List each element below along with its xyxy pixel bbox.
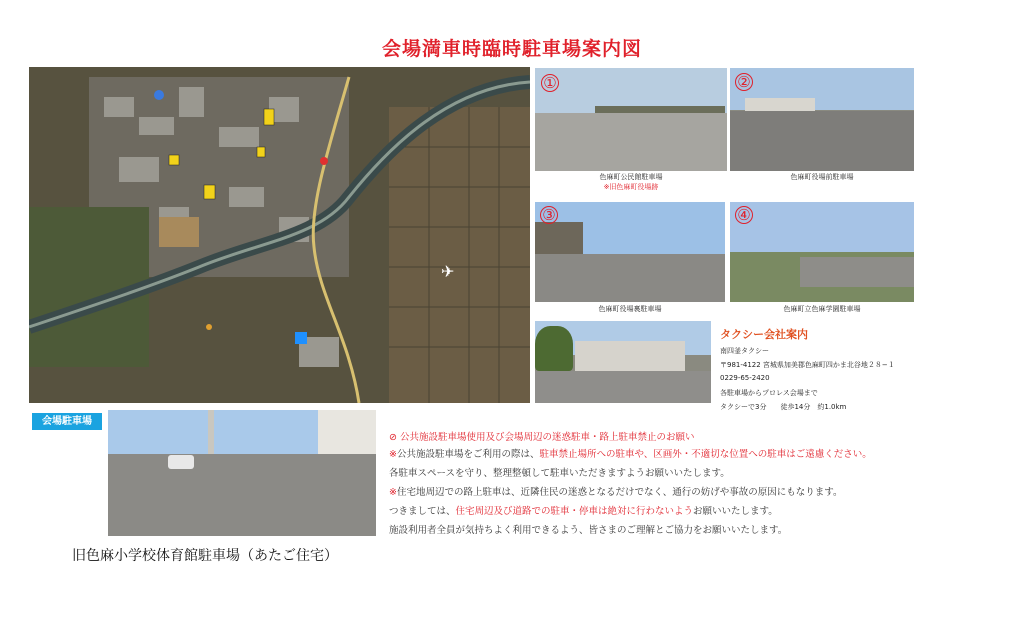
notice-line-5: 施設利用者全員が気持ちよく利用できるよう、皆さまのご理解とご協力をお願いいたします。 [389,525,788,536]
notice-mark: ※ [389,487,397,498]
notice-line-4b: 住宅周辺及び道路での駐車・停車は絶対に行わないよう [455,506,694,517]
notice-line-2: 各駐車スペースを守り、整理整頓して駐車いただきますようお願いいたします。 [389,468,730,479]
page-title: 会場満車時臨時駐車場案内図 [381,38,642,60]
photo-caption-2: 色麻町役場前駐車場 [790,173,854,181]
venue-parking-badge: 会場駐車場 [32,413,102,430]
notice-headline [389,429,695,443]
photo-note-1: ※旧色麻町役場跡 [603,183,659,191]
venue-parking-photo [108,410,376,536]
taxi-address: 〒981-4122 宮城県加美郡色麻町四かま北谷地２８−１ [720,361,895,369]
taxi-company-photo [535,321,711,403]
photo-parking-2 [730,68,914,171]
prohibited-icon: ⊘ [389,432,400,443]
notice-line-4a: つきましては、 [389,506,456,517]
taxi-route: 各駐車場からプロレス会場まで [720,389,818,397]
photo-number-1: ① [541,74,559,92]
taxi-section-title: タクシー会社案内 [720,328,808,341]
venue-parking-label: 旧色麻小学校体育館駐車場（あたご住宅） [72,548,338,564]
taxi-time: タクシーで3分 徒歩14分 約1.0km [720,403,847,411]
notice-mark: ※ [389,449,397,460]
notice-line-1b: 駐車禁止場所への駐車や、区画外・不適切な位置への駐車はご遠慮ください。 [539,449,872,460]
map-graphic [29,67,530,403]
taxi-phone[interactable]: 0229-65-2420 [720,374,770,382]
photo-caption-3: 色麻町役場裏駐車場 [598,305,662,313]
photo-caption-1: 色麻町公民館駐車場 [599,173,663,181]
notice-headline-text: 公共施設駐車場使用及び会場周辺の迷惑駐車・路上駐車禁止のお願い [399,432,695,443]
photo-parking-1 [535,68,727,171]
notice-line-1a: 公共施設駐車場をご利用の際は、 [396,449,540,460]
aerial-map[interactable] [29,67,530,403]
photo-number-2: ② [735,73,753,91]
notice-line-1 [389,446,872,460]
notice-line-3 [389,484,843,498]
taxi-company-name: 南四釜タクシー [720,347,769,355]
photo-number-3: ③ [540,206,558,224]
notice-line-3-text: 住宅地周辺での路上駐車は、近隣住民の迷惑となるだけでなく、通行の妨げや事故の原因にもなります。 [396,487,843,498]
photo-parking-3 [535,202,725,302]
notice-line-4 [389,503,778,517]
svg-text:✈: ✈ [441,262,455,281]
photo-caption-4: 色麻町立色麻学園駐車場 [783,305,861,313]
photo-number-4: ④ [735,206,753,224]
notice-line-4c: お願いいたします。 [693,506,778,517]
photo-parking-4 [730,202,914,302]
